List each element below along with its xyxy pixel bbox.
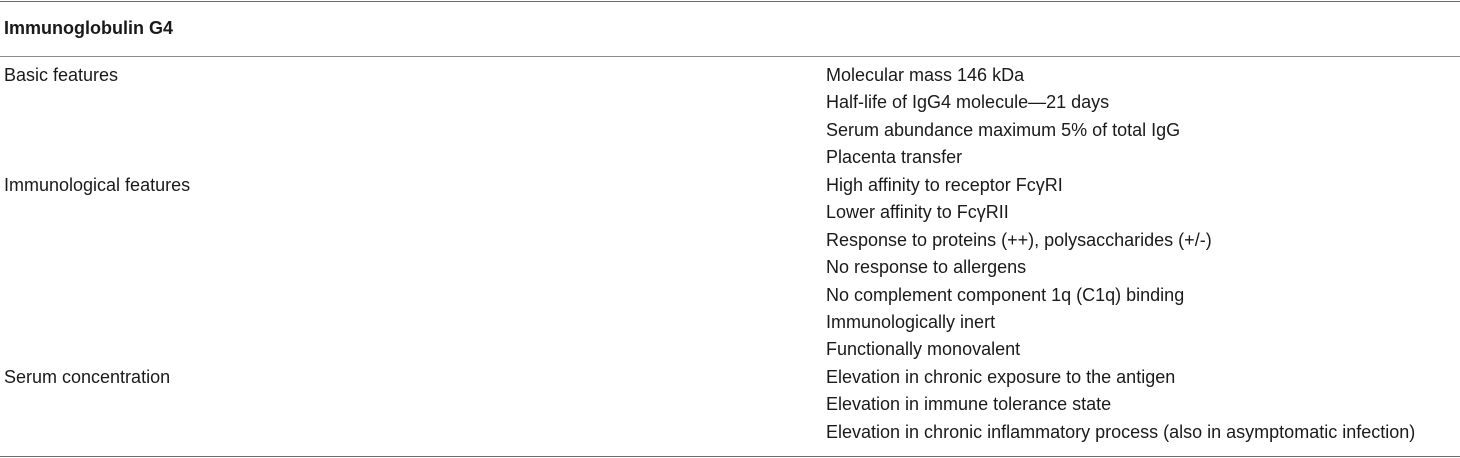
feature-list [826, 172, 1212, 364]
list-item: Serum abundance maximum 5% of total IgG [826, 119, 1181, 140]
header-divider-rule [0, 56, 1460, 57]
feature-list [826, 62, 1180, 172]
table-header: Immunoglobulin G4 [4, 18, 173, 38]
list-item: Elevation in chronic inflammatory process (also in asymptomatic infection) [826, 421, 1416, 442]
list-item: No response to allergens [826, 257, 1027, 278]
list-item: Elevation in immune tolerance state [826, 394, 1112, 415]
list-item: Response to proteins (++), polysaccharides (+/-) [826, 229, 1212, 250]
list-item: Lower affinity to FcγRII [826, 202, 1009, 223]
feature-list [826, 364, 1415, 446]
list-item: Elevation in chronic exposure to the antigen [826, 367, 1176, 387]
list-item: High affinity to receptor FcγRI [826, 175, 1063, 195]
list-item: Functionally monovalent [826, 339, 1021, 360]
table-top-rule [0, 1, 1460, 2]
row-label: Immunological features [4, 175, 191, 195]
list-item: No complement component 1q (C1q) binding [826, 284, 1185, 305]
row-label: Serum concentration [4, 367, 171, 387]
list-item: Immunologically inert [826, 312, 996, 333]
list-item: Molecular mass 146 kDa [826, 65, 1025, 85]
row-label: Basic features [4, 65, 119, 85]
list-item: Half-life of IgG4 molecule—21 days [826, 92, 1110, 113]
table-bottom-rule [0, 456, 1460, 457]
list-item: Placenta transfer [826, 147, 963, 168]
